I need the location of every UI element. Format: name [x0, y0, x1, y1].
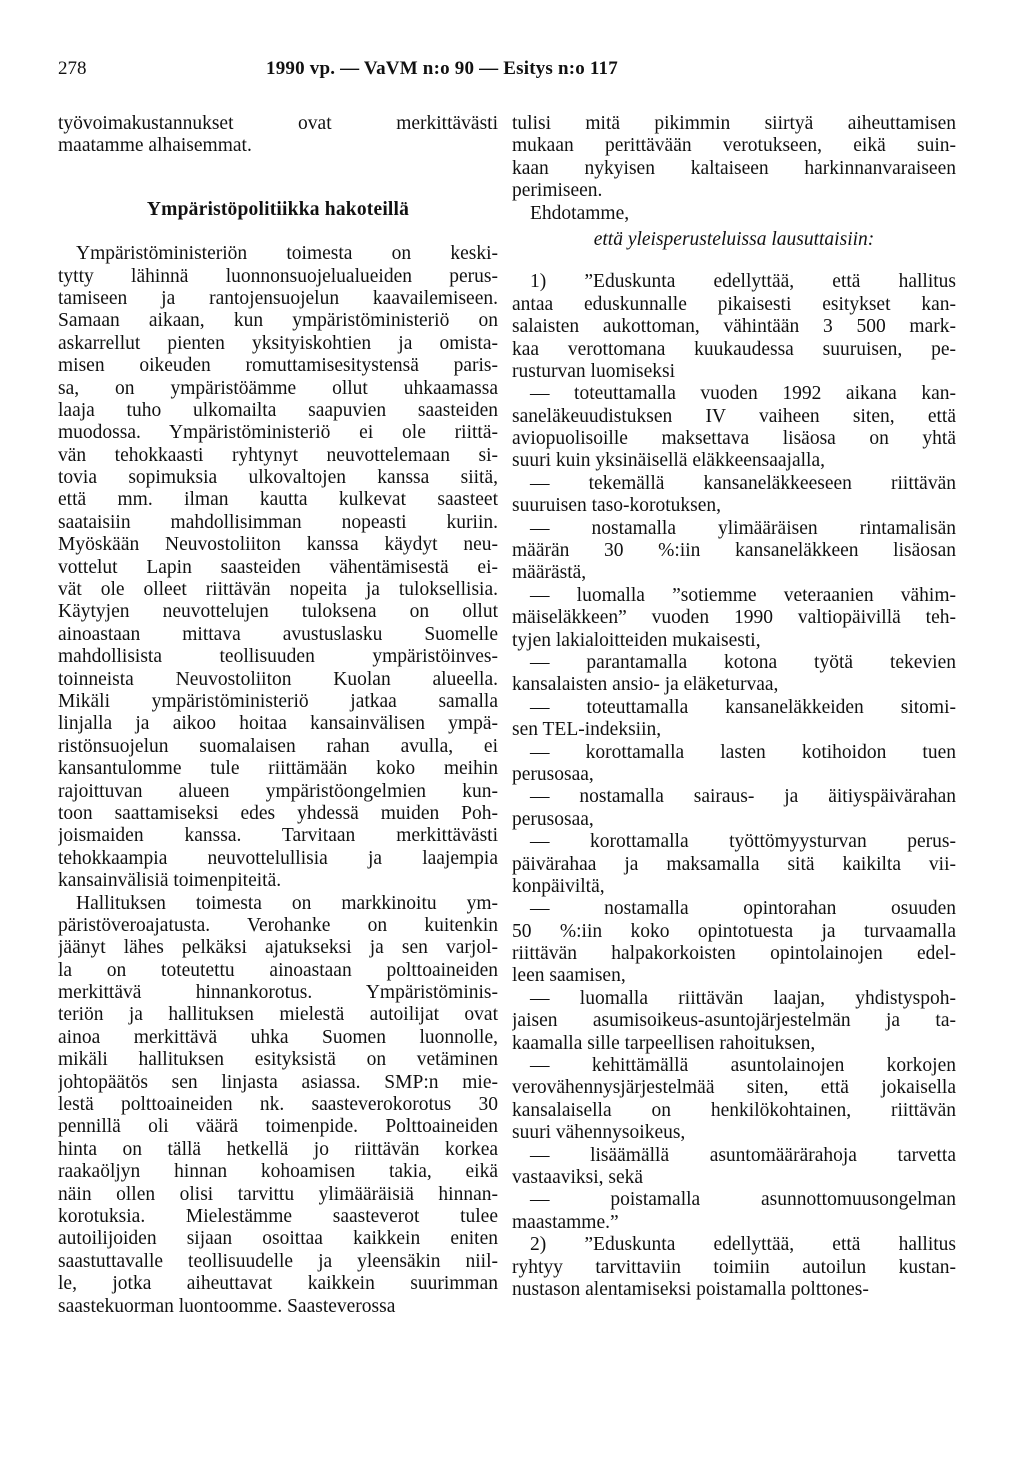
text-line: mäiseläkkeen” vuoden 1990 valtiopäivillä teh-: [512, 607, 956, 629]
text-line: Samaan aikaan, kun ympäristöministeriö on: [58, 310, 498, 332]
text-line: — parantamalla kotona työtä tekevien: [530, 652, 956, 673]
text-line: korotuksia. Mielestämme saasteverot tulee: [58, 1205, 498, 1227]
text-line: saneläkeuudistuksen IV vaiheen siten, että: [512, 405, 956, 427]
text-line: konpäiviltä,: [512, 875, 605, 897]
text-line: — luomalla riittävän laajan, yhdistyspoh-: [530, 987, 956, 1009]
text-line: merkittävä hinnankorotus. Ympäristöminis-: [58, 982, 498, 1004]
text-line: suuri vähennysoikeus,: [512, 1122, 686, 1144]
left-column: [58, 113, 498, 1318]
right-intro: [512, 113, 956, 203]
left-paragraph-2: [58, 893, 498, 1318]
text-line: näin ollen olisi tarvittu ylimääräisiä hinnan-: [58, 1183, 498, 1205]
text-line: ainoa merkittävä uhka Suomen luonnolle,: [58, 1026, 498, 1048]
text-line: raakaöljyn hinnan kohoamisen takia, eikä: [58, 1161, 498, 1183]
proposal-2: [512, 1234, 956, 1301]
text-line: verovähennysjärjestelmää siten, että jokaisella: [512, 1077, 956, 1099]
text-line: sa, on ympäristöämme ollut uhkaamassa: [58, 377, 498, 399]
text-line: tyjen lakialoitteiden mukaisesti,: [512, 629, 761, 651]
text-line: maastamme.”: [512, 1211, 619, 1233]
text-line: Myöskään Neuvostoliiton kanssa käydyt neu-: [58, 534, 498, 556]
text-line: vät ole olleet riittävän nopeita ja tuloksellisia.: [58, 579, 498, 601]
text-line: kansantulomme tule riittämään koko meihin: [58, 758, 498, 780]
text-line: perusosaa,: [512, 808, 594, 830]
text-line: — toteuttamalla kansaneläkkeiden sitomi-: [530, 696, 956, 718]
text-line: suuri kuin yksinäisellä eläkkeensaajalla,: [512, 450, 825, 472]
left-intro: [58, 113, 498, 158]
text-line: ristönsuojelun suomalaisen rahan avulla, ei: [58, 735, 498, 757]
text-line: — korottamalla työttömyysturvan perus-: [530, 831, 956, 853]
text-line: toinneista Neuvostoliiton Kuolan alueella.: [58, 668, 498, 690]
text-line: — lisäämällä asuntomäärärahoja tarvetta: [530, 1144, 956, 1166]
text-line: — poistamalla asunnottomuusongelman: [530, 1189, 956, 1211]
text-line: la on toteutettu ainoastaan polttoaineiden: [58, 959, 498, 981]
text-line: — nostamalla ylimääräisen rintamalisän: [530, 517, 956, 539]
section-heading: Ympäristöpolitiikka hakoteillä: [146, 198, 410, 220]
text-line: tovia sopimuksia ulkovaltojen kanssa siitä,: [58, 467, 498, 489]
text-line: Mikäli ympäristöministeriö jatkaa samalla: [58, 691, 498, 712]
text-line: linjalla ja aikoo hoitaa kansainvälisen ympä-: [58, 713, 498, 735]
text-line: tehokkaampia neuvottelullisia ja laajempia: [58, 847, 498, 869]
text-line: vän tehokkaasti ryhtynyt neuvottelemaan si-: [58, 444, 498, 466]
text-line: — korottamalla lasten kotihoidon tuen: [530, 741, 956, 763]
text-line: Hallituksen toimesta on markkinoitu ym-: [76, 892, 498, 914]
page-number: 278: [58, 58, 87, 79]
text-line: saataisiin mahdollisimman nopeasti kuriin.: [58, 511, 498, 533]
text-line: laaja tuho ulkomailta saapuvien saasteiden: [58, 399, 498, 421]
text-line: perimiseen.: [512, 180, 603, 202]
text-line: päivärahaa ja maksamalla sitä kaikilta vii-: [512, 853, 956, 875]
text-line: kaa verottomana kuukaudessa suuruisen, pe-: [512, 338, 956, 360]
text-line: 2) ”Eduskunta edellyttää, että hallitus: [530, 1234, 956, 1256]
left-paragraph-1: [58, 243, 498, 892]
text-line: 50 %:iin koko opintotuesta ja turvaamalla: [512, 920, 956, 942]
text-line: teriön ja hallituksen mielestä autoilijat ovat: [58, 1004, 498, 1026]
text-line: — nostamalla sairaus- ja äitiyspäivärahan: [530, 786, 956, 808]
proposal-1: [512, 271, 956, 1234]
text-line: autoilijoiden sijaan osoittaa kaikkein eniten: [58, 1228, 498, 1250]
text-line: päristöveroajatusta. Verohanke on kuitenkin: [58, 914, 498, 936]
ehdotamme-line: Ehdotamme,: [530, 202, 630, 224]
text-line: ainoastaan mittava avustuslasku Suomelle: [58, 623, 498, 645]
text-line: kansalaisella on henkilökohtainen, riittävän: [512, 1099, 956, 1121]
text-line: saastekuorman luontoomme. Saasteverossa: [58, 1295, 396, 1317]
text-line: lestä polttoaineiden nk. saasteverokorotus 30: [58, 1094, 498, 1116]
text-line: kansalaisten ansio- ja eläketurvaa,: [512, 674, 779, 696]
text-line: suuruisen taso-korotuksen,: [512, 495, 722, 517]
text-line: tulisi mitä pikimmin siirtyä aiheuttamisen: [512, 113, 956, 134]
text-line: muodossa. Ympäristöministeriö ei ole riittä-: [58, 422, 498, 444]
text-line: johtopäätös sen linjasta asiassa. SMP:n mie-: [58, 1071, 498, 1093]
running-title: 1990 vp. — VaVM n:o 90 — Esitys n:o 117: [266, 58, 618, 79]
text-line: kaan nykyisen kaltaiseen harkinnanvaraiseen: [512, 157, 956, 179]
text-line: kaamalla sille tarpeellisen rahoituksen,: [512, 1032, 816, 1054]
text-line: ryhtyy tarvittaviin toimiin autoilun kustan-: [512, 1256, 956, 1278]
text-line: maatamme alhaisemmat.: [58, 135, 252, 157]
text-line: le, jotka aiheuttavat kaikkein suurimman: [58, 1273, 498, 1295]
text-line: työvoimakustannukset ovat merkittävästi: [58, 113, 498, 134]
italic-statement: että yleisperusteluissa lausuttaisiin:: [593, 228, 875, 250]
text-line: pennillä oli väärä toimenpide. Polttoaineiden: [58, 1116, 498, 1138]
text-line: Ympäristöministeriön toimesta on keski-: [76, 243, 498, 265]
text-line: mukaan perittävään verotukseen, eikä suin-: [512, 135, 956, 157]
text-line: leen saamisen,: [512, 965, 626, 987]
text-line: sen TEL-indeksiin,: [512, 719, 662, 741]
text-line: määrän 30 %:iin kansaneläkkeen lisäosan: [512, 540, 956, 562]
text-line: askarrellut pienten yksityiskohtien ja omista-: [58, 332, 498, 354]
text-line: — kehittämällä asuntolainojen korkojen: [530, 1055, 956, 1077]
text-line: että mm. ilman kautta kulkevat saasteet: [58, 489, 498, 511]
text-line: mahdollisista teollisuuden ympäristöinves-: [58, 646, 498, 668]
text-line: perusosaa,: [512, 763, 594, 785]
text-line: hinta on tällä hetkellä jo riittävän korkea: [58, 1138, 498, 1160]
text-line: rajoittuvan alueen ympäristöongelmien kun-: [58, 780, 498, 802]
page-header: [58, 58, 958, 98]
text-line: jäänyt lähes pelkäksi ajatukseksi ja sen varjol-: [58, 937, 498, 959]
text-line: tamiseen ja rantojensuojelun kaavailemiseen.: [58, 287, 498, 309]
text-line: vottelut Lapin saasteiden vähentämisestä ei-: [58, 556, 498, 578]
text-line: tytty lähinnä luonnonsuojelualueiden perus-: [58, 265, 498, 287]
text-line: — toteuttamalla vuoden 1992 aikana kan-: [530, 383, 956, 405]
right-column: [512, 113, 956, 1301]
text-line: saastuttavalle teollisuudelle ja yleensäkin niil-: [58, 1250, 498, 1272]
text-line: joismaiden kanssa. Tarvitaan merkittävästi: [58, 825, 498, 847]
text-line: nustason alentamiseksi poistamalla polttones-: [512, 1278, 869, 1300]
text-line: — luomalla ”sotiemme veteraanien vähim-: [530, 584, 956, 606]
text-line: antaa eduskunnalle pikaisesti esitykset kan-: [512, 293, 956, 315]
text-line: 1) ”Eduskunta edellyttää, että hallitus: [530, 271, 956, 293]
text-line: mikäli hallituksen esityksistä on vetäminen: [58, 1049, 498, 1071]
text-line: riittävän halpakorkoisten opintolainojen edel-: [512, 943, 956, 965]
text-line: salaisten aukottoman, vähintään 3 500 mark-: [512, 316, 956, 338]
text-line: määrästä,: [512, 562, 587, 584]
text-line: — tekemällä kansaneläkkeeseen riittävän: [530, 472, 956, 494]
text-line: misen oikeuden romuttamisesitystensä paris-: [58, 355, 498, 377]
text-line: toon saattamiseksi edes yhdessä muiden Poh-: [58, 802, 498, 824]
text-line: — nostamalla opintorahan osuuden: [530, 898, 956, 920]
text-line: kansainvälisiä toimenpiteitä.: [58, 870, 282, 892]
text-line: rusturvan luomiseksi: [512, 360, 676, 382]
text-line: vastaaviksi, sekä: [512, 1166, 644, 1188]
text-line: aviopuolisoille maksettava lisäosa on yhtä: [512, 428, 956, 450]
text-line: jaisen asumisoikeus-asuntojärjestelmän ja ta-: [512, 1010, 956, 1032]
text-line: Käytyjen neuvottelujen tuloksena on ollut: [58, 601, 498, 623]
